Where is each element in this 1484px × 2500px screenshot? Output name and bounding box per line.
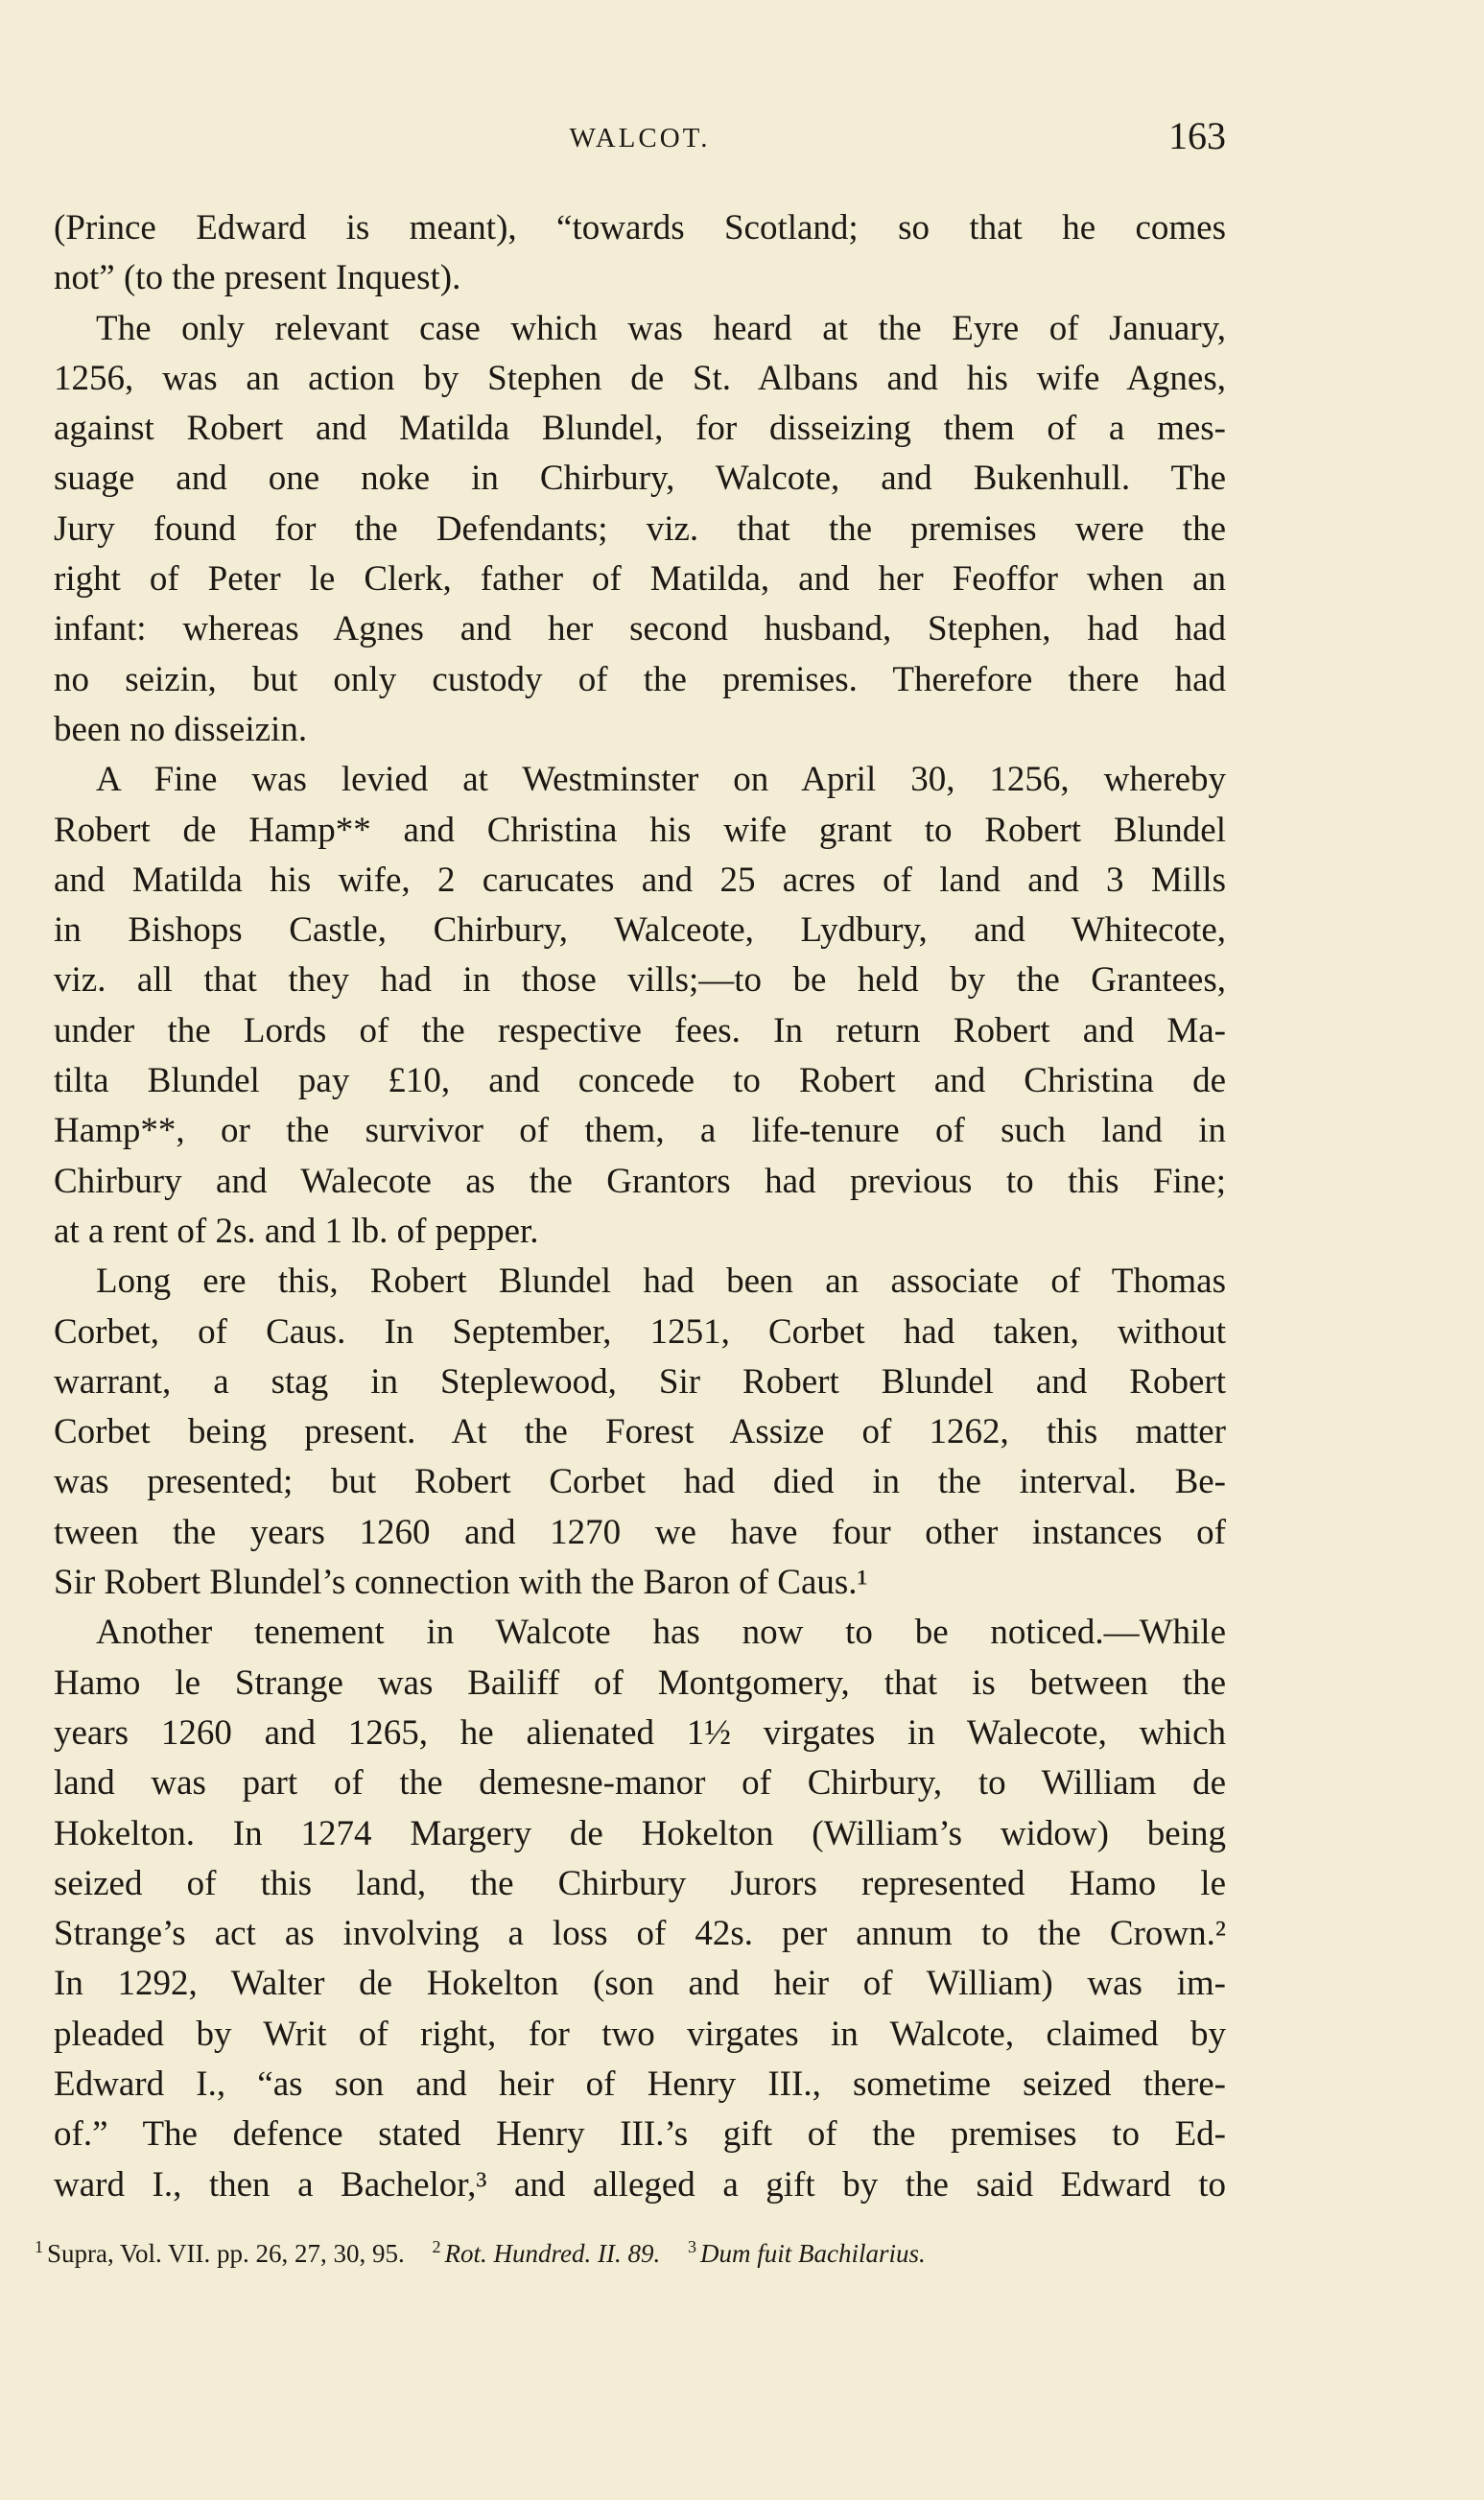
text-line: tilta Blundel pay £10, and concede to Robert and Christina de — [54, 1061, 1226, 1101]
text-line: and Matilda his wife, 2 carucates and 25 acres of land and 3 Mills — [54, 860, 1226, 900]
text-line: Strange’s act as involving a loss of 42s. per annum to the Crown.² — [54, 1914, 1226, 1954]
text-line: right of Peter le Clerk, father of Matilda, and her Feoffor when an — [54, 559, 1226, 600]
running-head — [54, 113, 1226, 171]
text-line: suage and one noke in Chirbury, Walcote, and Bukenhull. The — [54, 459, 1226, 499]
text-line: no seizin, but only custody of the premises. Therefore there had — [54, 659, 1226, 699]
text-line: of.” The defence stated Henry III.’s gift of the premises to Ed- — [54, 2114, 1226, 2155]
text-line: Edward I., “as son and heir of Henry III., sometime seized there- — [54, 2064, 1226, 2104]
text-line: years 1260 and 1265, he alienated 1½ virgates in Walecote, which — [54, 1712, 1226, 1753]
footnote-text: Supra, Vol. VII. pp. 26, 27, 30, 95. — [47, 2239, 405, 2268]
text-line: Hokelton. In 1274 Margery de Hokelton (William’s widow) being — [54, 1813, 1226, 1853]
text-line: was presented; but Robert Corbet had died in the interval. Be- — [54, 1462, 1226, 1502]
text-line: land was part of the demesne-manor of Chirbury, to William de — [54, 1763, 1226, 1804]
text-line: Robert de Hamp** and Christina his wife grant to Robert Blundel — [54, 810, 1226, 850]
text-line: ward I., then a Bachelor,³ and alleged a gift by the said Edward to — [54, 2164, 1226, 2205]
text-line: infant: whereas Agnes and her second husband, Stephen, had had — [54, 609, 1226, 649]
text-line: in Bishops Castle, Chirbury, Walceote, Lydbury, and Whitecote, — [54, 910, 1226, 951]
text-line: Chirbury and Walecote as the Grantors had previous to this Fine; — [54, 1161, 1226, 1201]
text-line: warrant, a stag in Steplewood, Sir Robert Blundel and Robert — [54, 1361, 1226, 1402]
text-line: against Robert and Matilda Blundel, for disseizing them of a mes- — [54, 409, 1226, 449]
text-line: seized of this land, the Chirbury Jurors represented Hamo le — [54, 1863, 1226, 1903]
page-number: 163 — [1168, 114, 1226, 157]
footnotes — [35, 2237, 1224, 2269]
text-line: been no disseizin. — [54, 709, 308, 749]
text-line: Corbet, of Caus. In September, 1251, Corbet had taken, without — [54, 1311, 1226, 1352]
footnote — [433, 2239, 667, 2268]
text-line: Hamp**, or the survivor of them, a life-tenure of such land in — [54, 1111, 1226, 1151]
text-line: under the Lords of the respective fees. In return Robert and Ma- — [54, 1010, 1226, 1050]
footnote — [35, 2239, 412, 2268]
text-line: Hamo le Strange was Bailiff of Montgomery, that is between the — [54, 1663, 1226, 1703]
text-line: (Prince Edward is meant), “towards Scotland; so that he comes — [54, 208, 1226, 248]
text-line: Long ere this, Robert Blundel had been an associate of Thomas — [96, 1262, 1226, 1302]
footnote — [688, 2239, 926, 2268]
text-line: In 1292, Walter de Hokelton (son and heir of William) was im- — [54, 1964, 1226, 2004]
text-line: Jury found for the Defendants; viz. that the premises were the — [54, 508, 1226, 549]
footnote-text: Dum fuit Bachilarius. — [700, 2239, 926, 2268]
text-line: at a rent of 2s. and 1 lb. of pepper. — [54, 1211, 539, 1251]
text-line: not” (to the present Inquest). — [54, 258, 461, 298]
text-line: Another tenement in Walcote has now to be noticed.—While — [96, 1613, 1226, 1653]
running-title: WALCOT. — [569, 123, 711, 153]
text-line: A Fine was levied at Westminster on April 30, 1256, whereby — [96, 760, 1226, 800]
text-line: The only relevant case which was heard at the Eyre of January, — [96, 308, 1226, 348]
footnote-marker: 3 — [688, 2237, 696, 2256]
text-line: 1256, was an action by Stephen de St. Albans and his wife Agnes, — [54, 358, 1226, 398]
footnote-marker: 2 — [432, 2237, 441, 2256]
footnote-text: Rot. Hundred. II. 89. — [444, 2239, 661, 2268]
text-line: Sir Robert Blundel’s connection with the Baron of Caus.¹ — [54, 1563, 868, 1603]
text-line: Corbet being present. At the Forest Assize of 1262, this matter — [54, 1412, 1226, 1452]
text-line: viz. all that they had in those vills;—to be held by the Grantees, — [54, 960, 1226, 1001]
body-text — [54, 203, 1226, 2210]
text-line: tween the years 1260 and 1270 we have four other instances of — [54, 1512, 1226, 1552]
text-line: pleaded by Writ of right, for two virgates in Walcote, claimed by — [54, 2014, 1226, 2054]
footnote-marker: 1 — [35, 2237, 43, 2256]
